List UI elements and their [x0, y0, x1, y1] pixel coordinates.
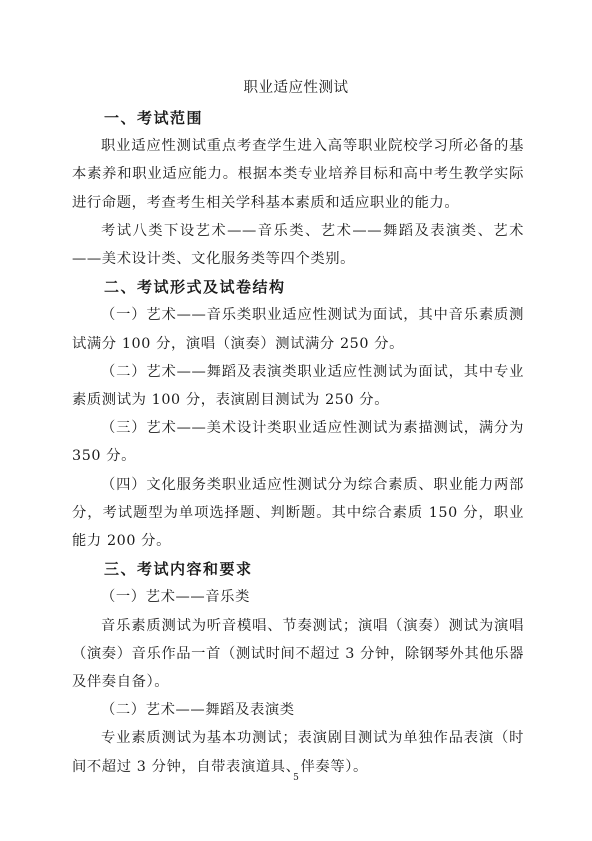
paragraph-scope-1: 职业适应性测试重点考查学生进入高等职业院校学习所必备的基本素养和职业适应能力。根据本类专业培养目标和高中考生教学实际进行命题，考查考生相关学科基本素质和适应职业的能力。 — [72, 138, 524, 211]
section-heading-content: 三、考试内容和要求 — [104, 560, 253, 579]
document-title: 职业适应性测试 — [243, 80, 349, 96]
paragraph-format-dance: （二）艺术——舞蹈及表演类职业适应性测试为面试，其中专业素质测试为 100 分，表演剧目测试为 250 分。 — [72, 363, 524, 409]
paragraph-content-dance: 专业素质测试为基本功测试；表演剧目测试为单独作品表演（时间不超过 3 分钟，自带表演道具、伴奏等）。 — [72, 730, 524, 775]
paragraph-scope-2: 考试八类下设艺术——音乐类、艺术——舞蹈及表演类、艺术——美术设计类、文化服务类等四个类别。 — [72, 222, 524, 268]
section-heading-format: 二、考试形式及试卷结构 — [104, 278, 286, 297]
subheading-dance: （二）艺术——舞蹈及表演类 — [101, 702, 295, 719]
paragraph-format-music: （一）艺术——音乐类职业适应性测试为面试，其中音乐素质测试满分 100 分，演唱（演奏）测试满分 250 分。 — [72, 307, 524, 352]
paragraph-content-music: 音乐素质测试为听音模唱、节奏测试；演唱（演奏）测试为演唱（演奏）音乐作品一首（测试时间不超过 3 分钟，除钢琴外其他乐器及伴奏自备）。 — [72, 617, 524, 691]
document-body — [72, 104, 524, 781]
paragraph-format-art-design: （三）艺术——美术设计类职业适应性测试为素描测试，满分为 350 分。 — [72, 420, 524, 465]
page-number: 5 — [293, 773, 299, 783]
subheading-music: （一）艺术——音乐类 — [101, 589, 250, 606]
paragraph-format-culture-service: （四）文化服务类职业适应性测试分为综合素质、职业能力两部分，考试题型为单项选择题、判断题。其中综合素质 150 分，职业能力 200 分。 — [72, 476, 524, 550]
section-heading-scope: 一、考试范围 — [104, 109, 204, 127]
